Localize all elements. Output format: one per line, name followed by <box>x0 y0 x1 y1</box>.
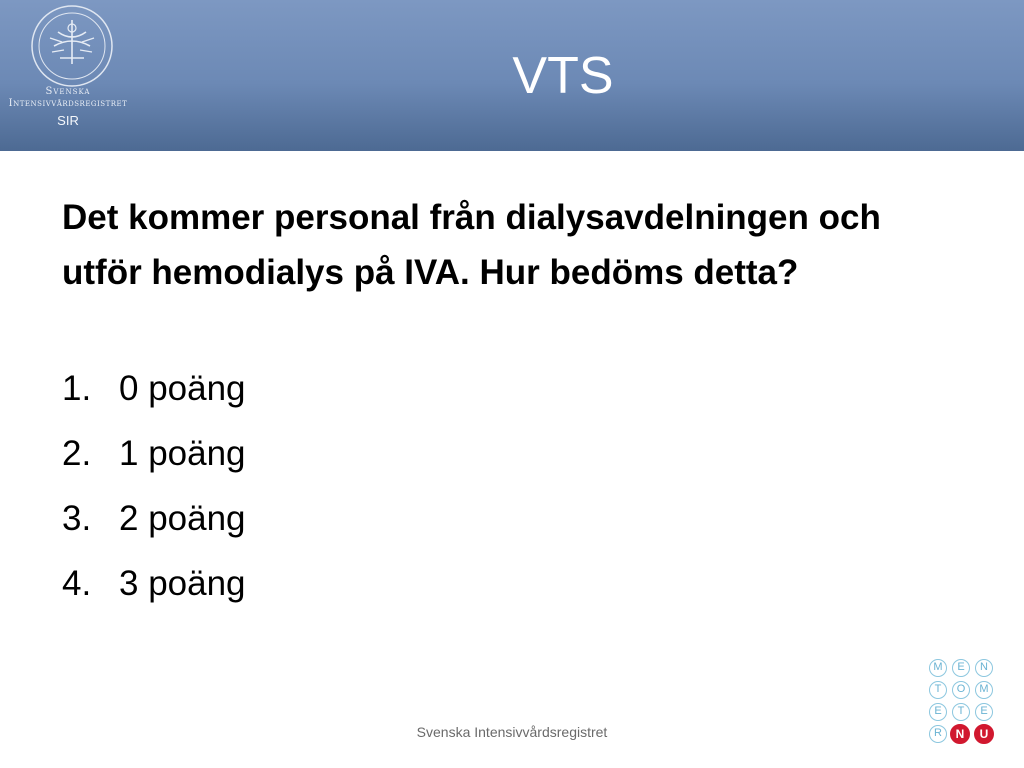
badge-letter-red: N <box>950 724 970 744</box>
logo-line-svenska: Svenska <box>45 86 91 97</box>
badge-letter-red: U <box>974 724 994 744</box>
option-number: 1. <box>62 369 92 408</box>
badge-letter: M <box>929 659 947 677</box>
slide-title: VTS <box>512 47 614 105</box>
header-banner <box>0 0 1024 151</box>
option-number: 3. <box>62 499 92 538</box>
option-label: 0 poäng <box>119 369 246 408</box>
logo-line-sir: SIR <box>57 113 79 128</box>
badge-letter: T <box>952 703 970 721</box>
logo-line-registry: Intensivvårdsregistret <box>8 98 128 109</box>
badge-letter: R <box>929 725 947 743</box>
footer-text: Svenska Intensivvårdsregistret <box>416 724 608 740</box>
badge-letter: N <box>975 659 993 677</box>
option-label: 1 poäng <box>119 434 246 473</box>
badge-letter: E <box>952 659 970 677</box>
badge-letter: T <box>929 681 947 699</box>
badge-letter: E <box>929 703 947 721</box>
mentometer-badge <box>926 656 998 748</box>
option-label: 2 poäng <box>119 499 246 538</box>
option-number: 4. <box>62 564 92 603</box>
badge-letter: M <box>975 681 993 699</box>
option-number: 2. <box>62 434 92 473</box>
badge-letter: O <box>952 681 970 699</box>
option-label: 3 poäng <box>119 564 246 603</box>
badge-letter: E <box>975 703 993 721</box>
question-text: Det kommer personal från dialysavdelningen och utför hemodialys på IVA. Hur bedöms detta? <box>62 198 881 292</box>
